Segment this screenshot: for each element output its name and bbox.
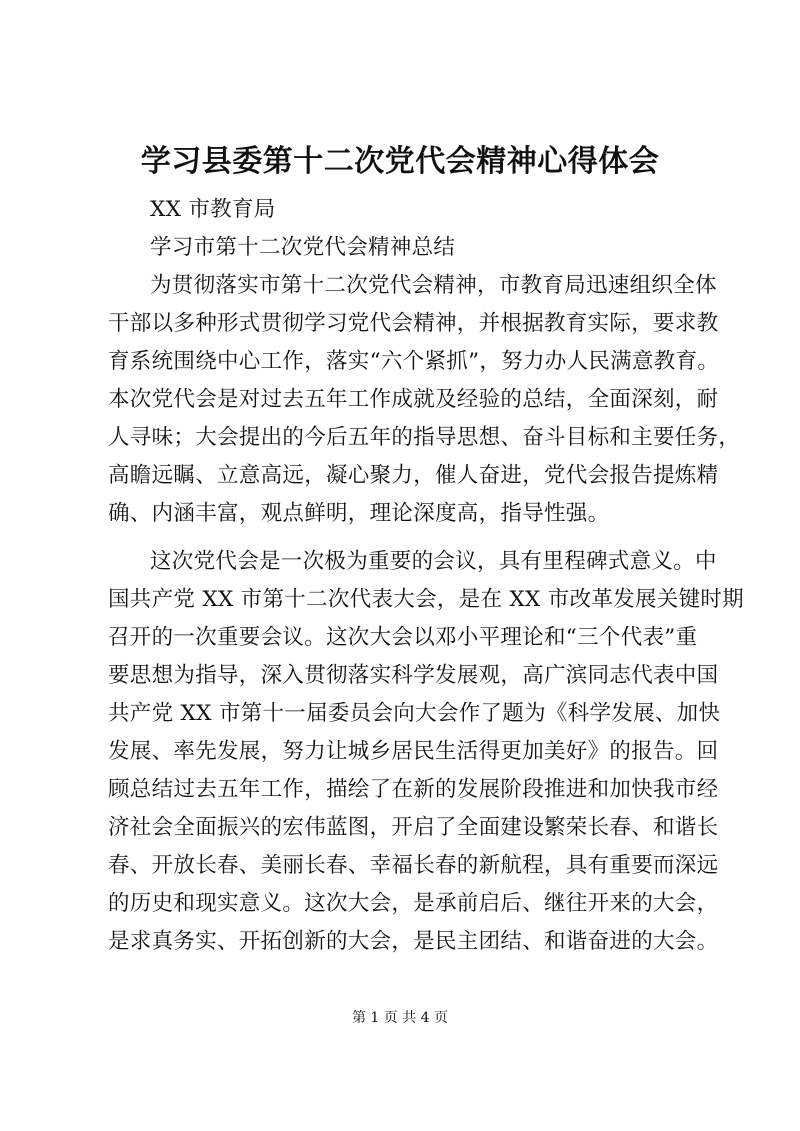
paragraph1-line: 高瞻远瞩、立意高远，凝心聚力，催人奋进，党代会报告提炼精 xyxy=(108,463,719,488)
paragraph2-line: 共产党 XX 市第十一届委员会向大会作了题为《科学发展、加快 xyxy=(108,701,721,726)
paragraph2-line: 国共产党 XX 市第十二次代表大会，是在 XX 市改革发展关键时期 xyxy=(108,587,744,612)
paragraph2-line: 顾总结过去五年工作，描绘了在新的发展阶段推进和加快我市经 xyxy=(108,777,719,802)
paragraph2-line: 发展、率先发展，努力让城乡居民生活得更加美好》的报告。回 xyxy=(108,739,719,764)
paragraph2-line: 召开的一次重要会议。这次大会以邓小平理论和“三个代表”重 xyxy=(108,625,698,650)
paragraph2-line: 是求真务实、开拓创新的大会，是民主团结、和谐奋进的大会。 xyxy=(108,929,719,954)
author-line: XX 市教育局 xyxy=(150,197,276,222)
paragraph2-line: 要思想为指导，深入贯彻落实科学发展观，高广滨同志代表中国 xyxy=(108,663,719,688)
paragraph2-line: 这次党代会是一次极为重要的会议，具有里程碑式意义。中 xyxy=(150,549,717,574)
paragraph1-line: 确、内涵丰富，观点鲜明，理论深度高，指导性强。 xyxy=(108,501,610,526)
paragraph2-line: 春、开放长春、美丽长春、幸福长春的新航程，具有重要而深远 xyxy=(108,853,719,878)
paragraph1-line: 为贯彻落实市第十二次党代会精神，市教育局迅速组织全体 xyxy=(150,273,717,298)
document-title: 学习县委第十二次党代会精神心得体会 xyxy=(140,144,660,179)
paragraph1-line: 本次党代会是对过去五年工作成就及经验的总结，全面深刻，耐 xyxy=(108,387,719,412)
subtitle-line: 学习市第十二次党代会精神总结 xyxy=(150,235,456,260)
paragraph2-line: 的历史和现实意义。这次大会，是承前启后、继往开来的大会， xyxy=(108,891,719,916)
page-number-footer: 第 1 页 共 4 页 xyxy=(351,1010,449,1026)
paragraph1-line: 人寻味；大会提出的今后五年的指导思想、奋斗目标和主要任务， xyxy=(108,425,741,450)
paragraph2-line: 济社会全面振兴的宏伟蓝图，开启了全面建设繁荣长春、和谐长 xyxy=(108,815,719,840)
paragraph1-line: 育系统围绕中心工作，落实“六个紧抓”，努力办人民满意教育。 xyxy=(108,349,720,374)
paragraph1-line: 干部以多种形式贯彻学习党代会精神，并根据教育实际，要求教 xyxy=(108,311,719,336)
